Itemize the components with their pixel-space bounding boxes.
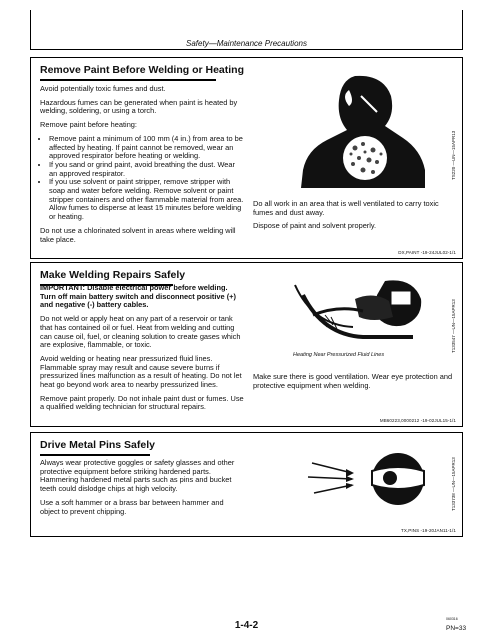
section-title: Make Welding Repairs Safely xyxy=(40,269,186,281)
left-column xyxy=(40,284,245,417)
list-item: • If you use solvent or paint stripper, remove stripper with soap and water before welding. Remove solvent or paint stripper containers and other flammable material from area. Allow fumes to disperse at least 15 minutes before welding or heating. xyxy=(49,178,245,222)
paragraph: Avoid potentially toxic fumes and dust. xyxy=(40,84,166,93)
pn-label: PN=33 xyxy=(446,625,467,632)
paragraph: Avoid welding or heating near pressurized fluid lines. Flammable spray may result and cause severe burns if pressurized lines malfunction as a result of heating. Do not let heat go beyond work area to nearby pressurized lines. xyxy=(40,353,242,390)
paragraph: Hazardous fumes can be generated when paint is heated by welding, soldering, or using a torch. xyxy=(40,97,238,116)
bullet-list xyxy=(40,135,245,222)
section-welding-repairs xyxy=(30,262,463,427)
paragraph: Make sure there is good ventilation. Wear eye protection and protective equipment when welding. xyxy=(253,372,453,390)
paragraph: Remove paint before heating: xyxy=(40,120,137,130)
reference-code: TX,PINS -19-20JAN11-1/1 xyxy=(401,528,456,533)
list-item: • Remove paint a minimum of 100 mm (4 in.) from area to be affected by heating. If paint cannot be removed, wear an approved respirator before heating or welding. xyxy=(49,135,245,161)
paragraph: Dispose of paint and solvent properly. xyxy=(253,221,377,231)
right-column xyxy=(253,373,453,395)
title-underline xyxy=(40,454,150,456)
toxic-fumes-illustration xyxy=(293,66,433,194)
left-column xyxy=(40,459,245,521)
important-note: IMPORTANT: Disable electrical power before welding. Turn off main battery switch and disconnect positive (+) and negative (-) battery cables. xyxy=(40,283,236,310)
section-drive-pins xyxy=(30,432,463,537)
footer-code: 060316 xyxy=(446,617,458,621)
welding-illustration xyxy=(293,275,443,347)
paragraph: Always wear protective goggles or safety glasses and other protective equipment before striking hardened parts. Hammering hardened metal parts such as pins and bucket teeth could dislodge chips at high velocity. xyxy=(40,458,235,494)
reference-code: MB60223,0000212 -19-02JUL15-1/1 xyxy=(379,418,456,423)
flying-chips-goggles-illustration xyxy=(306,445,436,513)
paragraph: Use a soft hammer or a brass bar between hammer and object to prevent chipping. xyxy=(40,497,224,516)
paragraph: Do all work in an area that is well ventilated to carry toxic fumes and dust away. xyxy=(253,199,439,217)
image-id: T133738 —UN—15APR13 xyxy=(451,457,456,511)
section-title: Remove Paint Before Welding or Heating xyxy=(40,64,245,76)
paragraph: Remove paint properly. Do not inhale paint dust or fumes. Use a qualified welding technician for structural repairs. xyxy=(40,393,244,412)
list-item: • If you sand or grind paint, avoid breathing the dust. Wear an approved respirator. xyxy=(49,161,245,178)
section-remove-paint xyxy=(30,57,463,259)
right-column xyxy=(253,200,453,236)
reference-code: DX,PAINT -19-24JUL02-1/1 xyxy=(398,250,456,255)
paragraph: Do not weld or apply heat on any part of a reservoir or tank that has contained oil or fuel. Heat from welding and cutting can cause oil, fuel, or cleaning solution to create gases which are explosive, flammable, or toxic. xyxy=(40,314,241,350)
left-column xyxy=(40,85,245,249)
paragraph: Do not use a chlorinated solvent in areas where welding will take place. xyxy=(40,225,236,244)
title-underline xyxy=(40,79,216,81)
page-header-title: Safety—Maintenance Precautions xyxy=(186,39,307,48)
image-caption: Heating Near Pressurized Fluid Lines xyxy=(293,352,385,358)
image-id: T133547 —UN—15APR13 xyxy=(451,299,456,353)
image-id: TS220 —UN—15APR13 xyxy=(451,130,456,180)
page-number: 1-4-2 xyxy=(234,620,259,631)
section-title: Drive Metal Pins Safely xyxy=(40,439,155,451)
